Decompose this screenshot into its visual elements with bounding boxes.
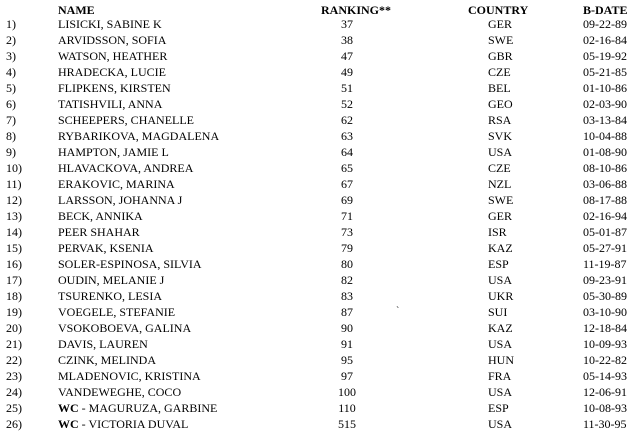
player-row [0,48,642,64]
player-row [0,256,642,272]
player-row [0,96,642,112]
player-country: KAZ [488,321,513,335]
player-row [0,384,642,400]
row-number: 13) [6,209,22,223]
player-bdate: 12-06-91 [583,385,627,399]
player-bdate: 02-16-84 [583,33,627,47]
wildcard-prefix: WC [58,401,79,415]
player-row [0,400,642,416]
player-ranking: 64 [341,145,353,159]
player-ranking: 71 [341,209,353,223]
player-ranking: 69 [341,193,353,207]
player-name: ERAKOVIC, MARINA [58,177,175,191]
player-ranking: 515 [338,417,356,431]
player-country: USA [488,417,513,431]
player-country: ISR [488,225,507,239]
player-name-cell [58,256,202,272]
player-bdate: 10-08-93 [583,401,627,415]
player-country: FRA [488,369,512,383]
player-country: USA [488,145,513,159]
player-row [0,112,642,128]
player-bdate: 08-10-86 [583,161,627,175]
player-bdate: 03-06-88 [583,177,627,191]
row-number: 12) [6,193,22,207]
player-name: HAMPTON, JAMIE L [58,145,169,159]
player-bdate: 11-30-95 [583,417,627,431]
row-number: 25) [6,401,22,415]
player-country: KAZ [488,241,513,255]
player-name-cell [58,32,166,48]
player-country: CZE [488,161,511,175]
header-country: COUNTRY [468,3,529,17]
player-name-cell [58,224,140,240]
header-ranking: RANKING** [321,3,392,17]
player-name: MLADENOVIC, KRISTINA [58,369,201,383]
player-country: GER [488,209,512,223]
player-bdate: 01-08-90 [583,145,627,159]
player-row [0,208,642,224]
player-name-cell [58,176,175,192]
player-name-cell [58,208,143,224]
row-number: 16) [6,257,22,271]
player-ranking: 100 [338,385,356,399]
player-row [0,32,642,48]
player-country: USA [488,273,513,287]
player-name: PEER SHAHAR [58,225,140,239]
player-country: BEL [488,81,511,95]
player-name-cell [58,272,164,288]
player-name: - VICTORIA DUVAL [78,417,189,431]
header-name: NAME [58,3,95,17]
player-name-cell [58,112,194,128]
player-name: BECK, ANNIKA [58,209,143,223]
row-number: 4) [6,65,16,79]
player-name-cell [58,384,181,400]
player-name-cell [58,336,148,352]
row-number: 6) [6,97,16,111]
player-ranking: 95 [341,353,353,367]
row-number: 14) [6,225,22,239]
player-name-cell [58,368,201,384]
player-name: TATISHVILI, ANNA [58,97,163,111]
player-name: HRADECKA, LUCIE [58,65,166,79]
player-name: WATSON, HEATHER [58,49,168,63]
player-country: USA [488,337,513,351]
player-bdate: 05-30-89 [583,289,627,303]
player-country: ESP [488,257,509,271]
player-ranking: 110 [338,401,356,415]
player-ranking: 79 [341,241,353,255]
row-number: 2) [6,33,16,47]
player-name-cell [58,96,162,112]
row-number: 26) [6,417,22,431]
player-country: NZL [488,177,512,191]
player-country: GBR [488,49,513,63]
stray-mark: ` [396,306,400,317]
player-row [0,416,642,432]
player-country: RSA [488,113,512,127]
player-ranking: 80 [341,257,353,271]
player-bdate: 09-22-89 [583,17,627,31]
player-bdate: 05-27-91 [583,241,627,255]
player-bdate: 03-13-84 [583,113,627,127]
player-ranking: 37 [341,17,353,31]
player-ranking: 47 [341,49,353,63]
player-ranking: 83 [341,289,353,303]
player-ranking: 91 [341,337,353,351]
player-row [0,64,642,80]
row-number: 20) [6,321,22,335]
player-country: USA [488,385,513,399]
row-number: 7) [6,113,16,127]
player-row [0,336,642,352]
player-ranking: 67 [341,177,353,191]
player-country: SVK [488,129,513,143]
player-country: HUN [488,353,514,367]
player-bdate: 12-18-84 [583,321,627,335]
player-name: CZINK, MELINDA [58,353,156,367]
player-name-cell [58,160,193,176]
player-name: DAVIS, LAUREN [58,337,148,351]
wildcard-prefix: WC [58,417,79,431]
player-name: - MAGURUZA, GARBINE [78,401,218,415]
player-name-cell [58,144,169,160]
player-name-cell [58,80,171,96]
row-number: 19) [6,305,22,319]
player-name-cell [58,320,191,336]
player-name-cell [58,240,154,256]
row-number: 5) [6,81,16,95]
player-name: VSOKOBOEVA, GALINA [58,321,192,335]
player-name-cell [58,192,182,208]
player-ranking: 38 [341,33,353,47]
player-ranking: 82 [341,273,353,287]
player-name: FLIPKENS, KIRSTEN [58,81,171,95]
player-name-cell [58,288,162,304]
player-name: VANDEWEGHE, COCO [58,385,182,399]
row-number: 22) [6,353,22,367]
player-name-cell [58,352,156,368]
player-bdate: 10-22-82 [583,353,627,367]
player-bdate: 11-19-87 [583,257,627,271]
player-name-cell [58,48,167,64]
player-country: SUI [488,305,508,319]
player-name-cell [58,416,188,432]
player-name: SOLER-ESPINOSA, SILVIA [58,257,202,271]
player-row [0,192,642,208]
row-number: 24) [6,385,22,399]
player-row [0,272,642,288]
row-number: 11) [6,177,22,191]
player-ranking: 90 [341,321,353,335]
row-number: 3) [6,49,16,63]
player-name-cell [58,16,162,32]
player-row [0,128,642,144]
row-number: 1) [6,17,16,31]
player-ranking: 97 [341,369,353,383]
player-ranking: 87 [341,305,353,319]
player-name: VOEGELE, STEFANIE [58,305,176,319]
player-name: TSURENKO, LESIA [58,289,162,303]
player-country: GEO [488,97,513,111]
player-row [0,352,642,368]
player-bdate: 05-14-93 [583,369,627,383]
player-bdate: 05-21-85 [583,65,627,79]
player-list [0,16,642,432]
player-row [0,16,642,32]
player-row [0,176,642,192]
row-number: 8) [6,129,16,143]
player-name: OUDIN, MELANIE J [58,273,165,287]
player-name-cell [58,400,217,416]
player-name-cell [58,304,175,320]
player-bdate: 01-10-86 [583,81,627,95]
player-ranking: 49 [341,65,353,79]
player-country: SWE [488,193,514,207]
row-number: 9) [6,145,16,159]
player-ranking: 73 [341,225,353,239]
player-name: PERVAK, KSENIA [58,241,154,255]
player-ranking: 52 [341,97,353,111]
player-country: UKR [488,289,514,303]
player-bdate: 10-09-93 [583,337,627,351]
player-row [0,80,642,96]
player-country: GER [488,17,512,31]
player-name: LARSSON, JOHANNA J [58,193,183,207]
player-row [0,320,642,336]
player-ranking: 65 [341,161,353,175]
player-row [0,304,642,320]
player-bdate: 05-19-92 [583,49,627,63]
player-ranking: 62 [341,113,353,127]
row-number: 21) [6,337,22,351]
player-name: HLAVACKOVA, ANDREA [58,161,194,175]
player-bdate: 10-04-88 [583,129,627,143]
player-bdate: 03-10-90 [583,305,627,319]
player-bdate: 08-17-88 [583,193,627,207]
row-number: 23) [6,369,22,383]
row-number: 10) [6,161,22,175]
row-number: 17) [6,273,22,287]
player-ranking: 63 [341,129,353,143]
player-bdate: 02-16-94 [583,209,627,223]
player-name: SCHEEPERS, CHANELLE [58,113,195,127]
player-ranking: 51 [341,81,353,95]
player-bdate: 09-23-91 [583,273,627,287]
player-row [0,160,642,176]
player-bdate: 05-01-87 [583,225,627,239]
player-name: RYBARIKOVA, MAGDALENA [58,129,220,143]
player-row [0,240,642,256]
header-bdate: B-DATE [583,3,628,17]
player-name-cell [58,64,166,80]
player-name-cell [58,128,219,144]
player-row [0,224,642,240]
player-country: ESP [488,401,509,415]
player-row [0,368,642,384]
player-row [0,288,642,304]
player-row [0,144,642,160]
player-name: LISICKI, SABINE K [58,17,162,31]
player-country: CZE [488,65,511,79]
player-name: ARVIDSSON, SOFIA [58,33,167,47]
row-number: 18) [6,289,22,303]
player-bdate: 02-03-90 [583,97,627,111]
player-country: SWE [488,33,514,47]
row-number: 15) [6,241,22,255]
